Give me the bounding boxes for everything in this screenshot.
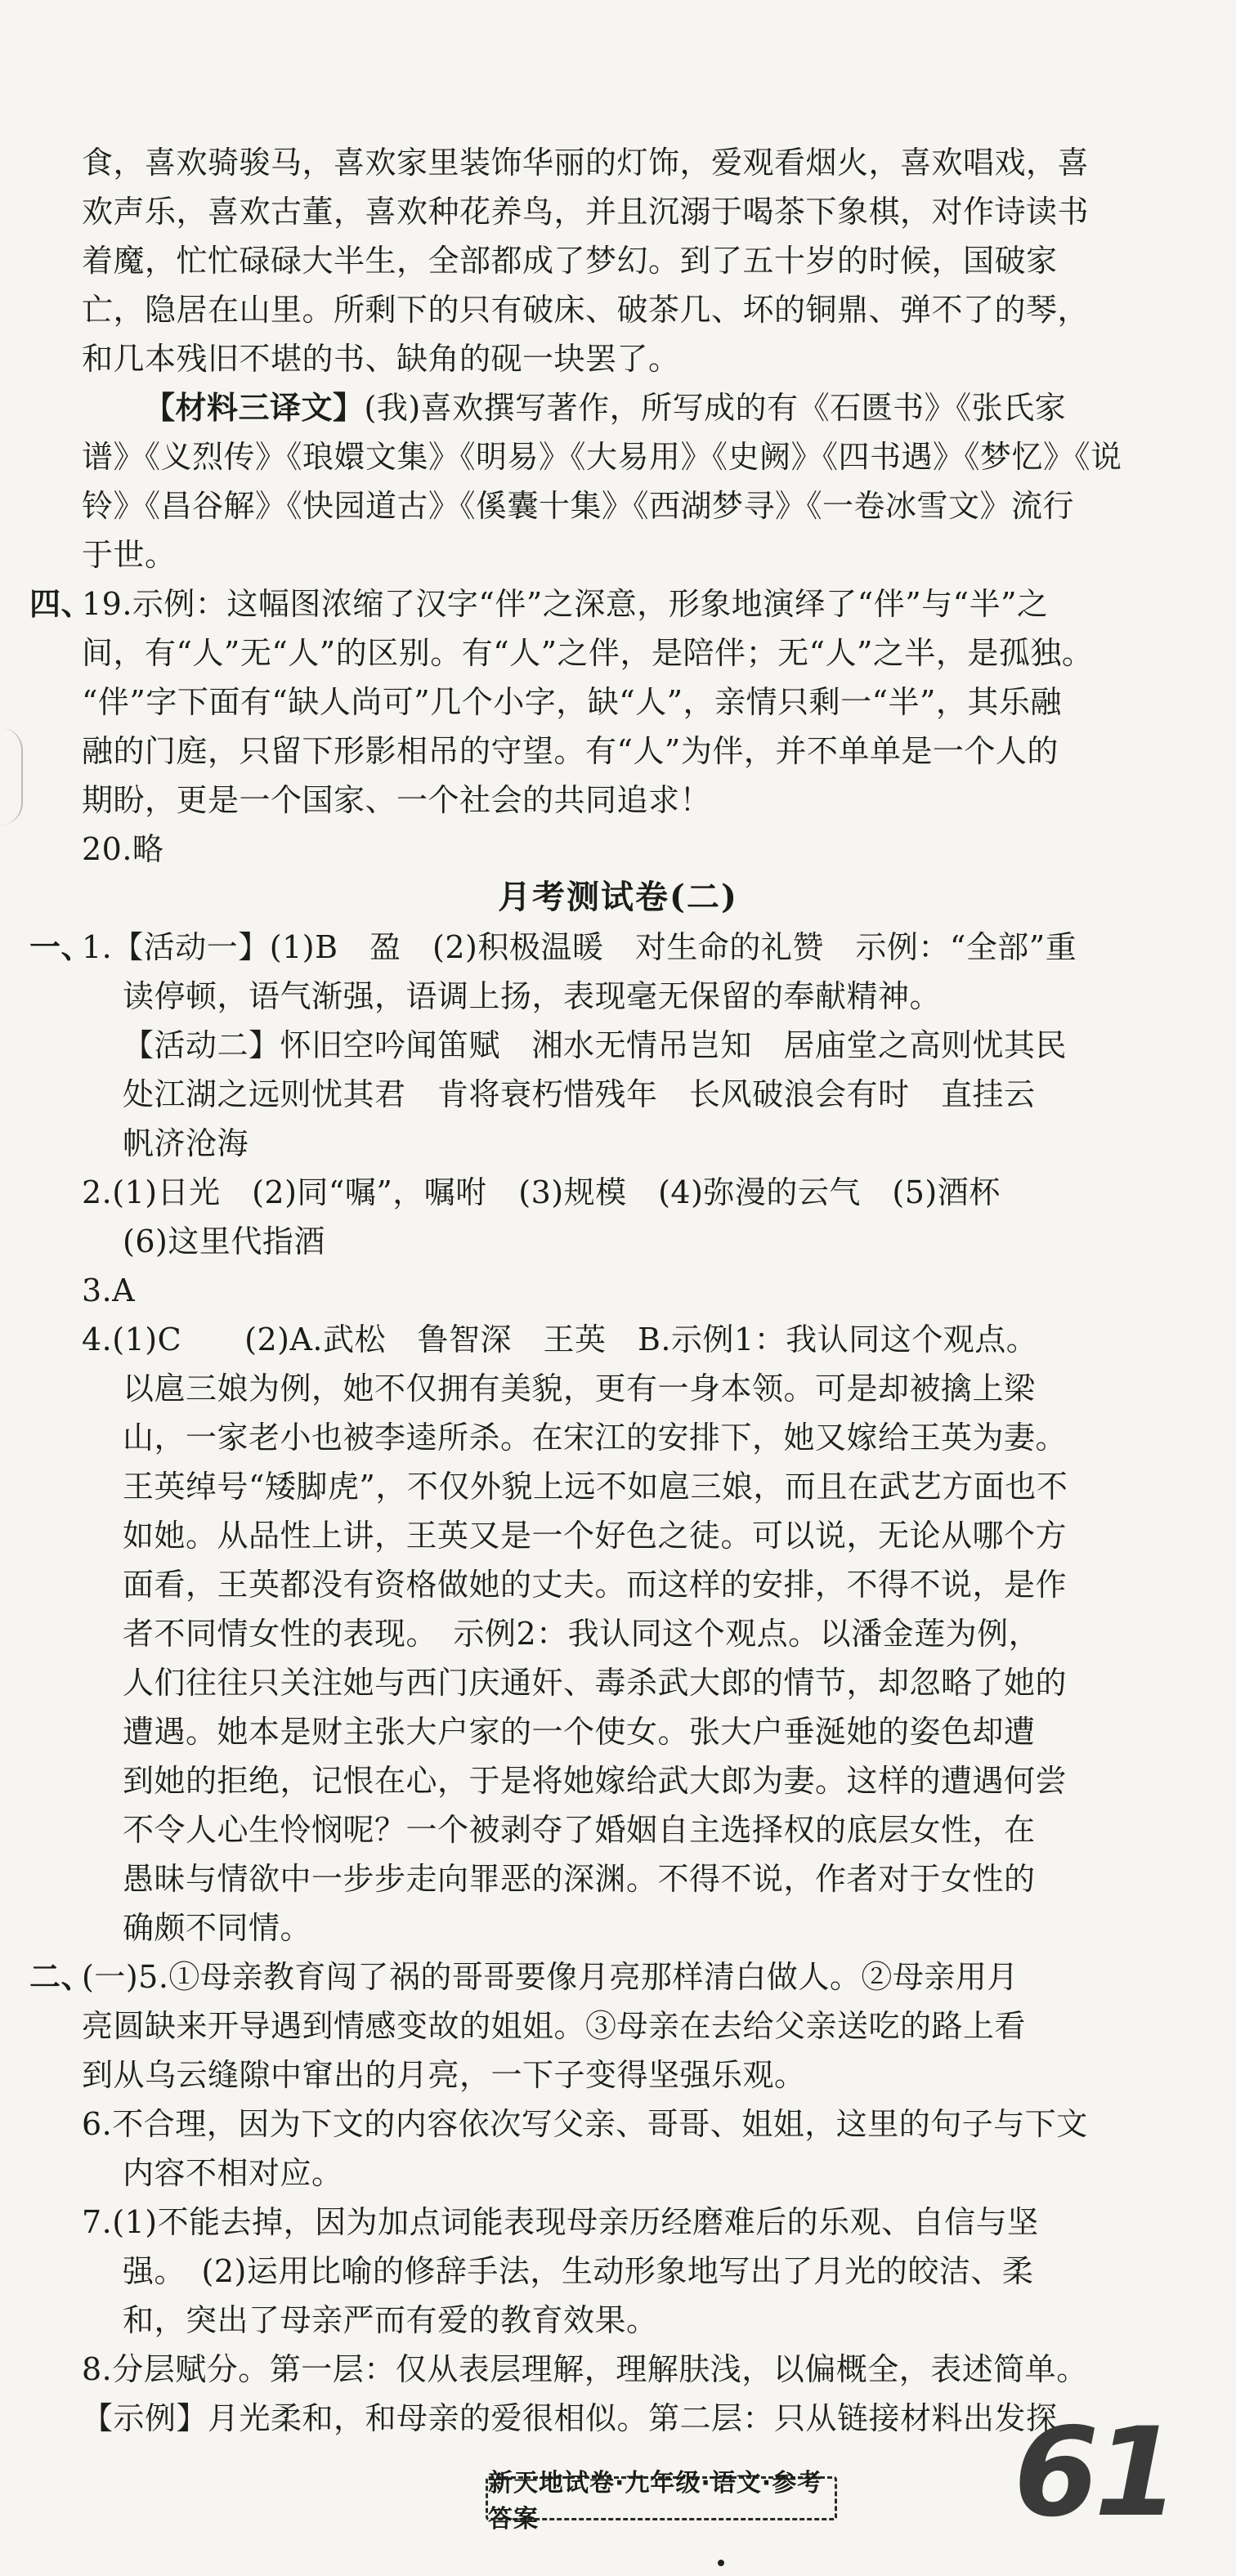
part2-number: 二、	[29, 1958, 93, 1995]
translation-line-1: 食，喜欢骑骏马，喜欢家里装饰华丽的灯饰，爱观看烟火，喜欢唱戏，喜	[82, 145, 1090, 181]
binding-edge-mark	[0, 727, 23, 825]
part1-line-4: 处江湖之远则忧其君 肯将衰朽惜残年 长风破浪会有时 直挂云	[123, 1076, 1036, 1112]
section4-line-1: 19.示例：这幅图浓缩了汉字“伴”之深意，形象地演绎了“伴”与“半”之	[82, 586, 1049, 622]
question-6-line-1: 6.不合理，因为下文的内容依次写父亲、哥哥、姐姐，这里的句子与下文	[82, 2106, 1088, 2142]
footer-text: 新天地试卷·九年级·语文·参考答案	[488, 2469, 823, 2534]
question-4-line-9: 遭遇。她本是财主张大户家的一个使女。张大户垂涎她的姿色却遭	[123, 1714, 1036, 1750]
translation-line-5: 和几本残旧不堪的书、缺角的砚一块罢了。	[82, 341, 680, 377]
section4-line-4: 融的门庭，只留下形影相吊的守望。有“人”为伴，并不单单是一个人的	[82, 733, 1059, 769]
question-2-line-2: (6)这里代指酒	[123, 1223, 325, 1259]
question-4-line-3: 山，一家老小也被李逵所杀。在宋江的安排下，她又嫁给王英为妻。	[123, 1420, 1068, 1456]
question-2-line-1: 2.(1)日光 (2)同“嘱”，嘱咐 (3)规模 (4)弥漫的云气 (5)酒杯	[82, 1174, 1001, 1210]
question-4-line-1: 4.(1)C (2)A.武松 鲁智深 王英 B.示例1：我认同这个观点。	[82, 1322, 1038, 1357]
material3-line-4: 于世。	[82, 537, 177, 573]
question-4-line-5: 如她。从品性上讲，王英又是一个好色之徒。可以说，无论从哪个方	[123, 1518, 1068, 1554]
page-number: 61	[1014, 2402, 1175, 2544]
material3-line-1	[144, 389, 1066, 427]
part2-line-3: 到从乌云缝隙中窜出的月亮，一下子变得坚强乐观。	[82, 2057, 806, 2093]
translation-line-2: 欢声乐，喜欢古董，喜欢种花养鸟，并且沉溺于喝茶下象棋，对作诗读书	[82, 194, 1090, 230]
question-4-line-4: 王英绰号“矮脚虎”，不仅外貌上远不如扈三娘，而且在武艺方面也不	[123, 1469, 1068, 1505]
section-title: 月考测试卷(二)	[498, 878, 738, 916]
question-7-line-2: 强。 (2)运用比喻的修辞手法，生动形象地写出了月光的皎洁、柔	[123, 2253, 1034, 2289]
question-4-line-12: 愚昧与情欲中一步步走向罪恶的深渊。不得不说，作者对于女性的	[123, 1861, 1036, 1897]
part1-line-5: 帆济沧海	[123, 1125, 249, 1161]
question-20: 20.略	[82, 831, 164, 867]
question-8-line-1: 8.分层赋分。第一层：仅从表层理解，理解肤浅，以偏概全，表述简单。	[82, 2351, 1088, 2387]
footer-banner	[486, 2469, 837, 2534]
translation-line-3: 着魔，忙忙碌碌大半生，全部都成了梦幻。到了五十岁的时候，国破家	[82, 243, 1058, 279]
question-4-line-2: 以扈三娘为例，她不仅拥有美貌，更有一身本领。可是却被擒上梁	[123, 1371, 1036, 1407]
material3-line-2: 谱》《义烈传》《琅嬛文集》《明易》《大易用》《史阙》《四书遇》《梦忆》《说	[82, 439, 1122, 475]
section4-line-3: “伴”字下面有“缺人尚可”几个小字，缺“人”，亲情只剩一“半”，其乐融	[82, 684, 1062, 720]
section4-number: 四、	[29, 585, 93, 622]
question-4-line-7: 者不同情女性的表现。 示例2：我认同这个观点。以潘金莲为例，	[123, 1616, 1041, 1652]
question-7-line-1: 7.(1)不能去掉，因为加点词能表现母亲历经磨难后的乐观、自信与坚	[82, 2204, 1039, 2240]
question-4-line-6: 面看，王英都没有资格做她的丈夫。而这样的安排，不得不说，是作	[123, 1567, 1068, 1603]
question-6-line-2: 内容不相对应。	[123, 2155, 343, 2191]
part1-line-2: 读停顿，语气渐强，语调上扬，表现毫无保留的奉献精神。	[123, 978, 942, 1014]
footer-dot	[718, 2560, 724, 2566]
question-3: 3.A	[82, 1272, 136, 1308]
question-4-line-8: 人们往往只关注她与西门庆通奸、毒杀武大郎的情节，却忽略了她的	[123, 1665, 1068, 1701]
part2-line-2: 亮圆缺来开导遇到情感变故的姐姐。③母亲在去给父亲送吃的路上看	[82, 2008, 1027, 2044]
material3-label: 【材料三译文】	[144, 389, 365, 426]
part1-line-1: 1.【活动一】(1)B 盈 (2)积极温暖 对生命的礼赞 示例：“全部”重	[82, 929, 1077, 965]
material3-line-3: 铃》《昌谷解》《快园道古》《傒囊十集》《西湖梦寻》《一卷冰雪文》流行	[82, 488, 1075, 524]
translation-line-4: 亡，隐居在山里。所剩下的只有破床、破茶几、坏的铜鼎、弹不了的琴，	[82, 292, 1090, 328]
part1-line-3: 【活动二】怀旧空吟闻笛赋 湘水无情吊岂知 居庙堂之高则忧其民	[123, 1027, 1068, 1063]
section4-line-2: 间，有“人”无“人”的区别。有“人”之伴，是陪伴；无“人”之半，是孤独。	[82, 635, 1094, 671]
material3-text-1: (我)喜欢撰写著作，所写成的有《石匮书》《张氏家	[364, 390, 1067, 426]
part2-line-1: (一)5.①母亲教育闯了祸的哥哥要像月亮那样清白做人。②母亲用月	[82, 1959, 1019, 1995]
section4-line-5: 期盼，更是一个国家、一个社会的共同追求！	[82, 782, 712, 818]
question-4-line-10: 到她的拒绝，记恨在心，于是将她嫁给武大郎为妻。这样的遭遇何尝	[123, 1763, 1068, 1799]
question-4-line-11: 不令人心生怜悯呢？一个被剥夺了婚姻自主选择权的底层女性，在	[123, 1812, 1036, 1848]
question-7-line-3: 和，突出了母亲严而有爱的教育效果。	[123, 2302, 658, 2338]
question-4-line-13: 确颇不同情。	[123, 1910, 312, 1946]
question-8-line-2: 【示例】月光柔和，和母亲的爱很相似。第二层：只从链接材料出发探	[82, 2400, 1058, 2436]
part1-number: 一、	[29, 928, 93, 965]
